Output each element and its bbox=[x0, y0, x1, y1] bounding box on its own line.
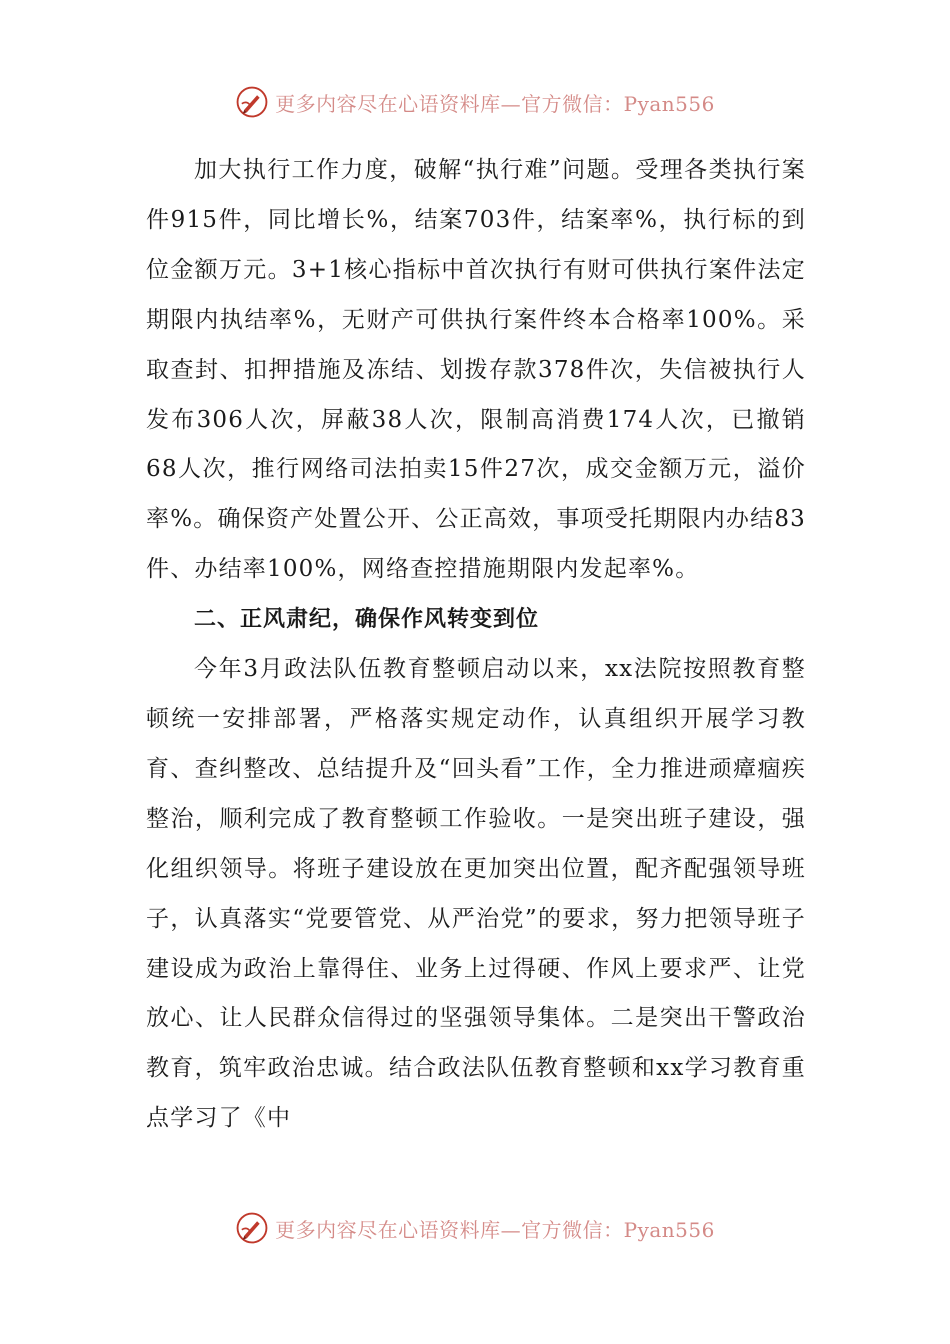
banner-text: 更多内容尽在心语资料库—官方微信：Pyan556 bbox=[275, 91, 715, 116]
banner-text: 更多内容尽在心语资料库—官方微信：Pyan556 bbox=[275, 1217, 715, 1242]
document-body bbox=[146, 146, 806, 1144]
footer-watermark-banner bbox=[0, 1208, 950, 1248]
body-paragraph: 今年3月政法队伍教育整顿启动以来，xx法院按照教育整顿统一安排部署，严格落实规定动作，认真组织开展学习教育、查纠整改、总结提升及“回头看”工作，全力推进顽瘴痼疾整治，顺利完成了教育整顿工作验收。一是突出班子建设，强化组织领导。将班子建设放在更加突出位置，配齐配强领导班子，认真落实“党要管党、从严治党”的要求，努力把领导班子建设成为政治上靠得住、业务上过得硬、作风上要求严、让党放心、让人民群众信得过的坚强领导集体。二是突出干警政治教育，筑牢政治忠诚。结合政法队伍教育整顿和xx学习教育重点学习了《中 bbox=[146, 656, 806, 1132]
pen-logo-icon bbox=[235, 1211, 269, 1245]
pen-logo-icon bbox=[235, 85, 269, 119]
banner-content bbox=[235, 85, 715, 119]
header-watermark-banner bbox=[0, 82, 950, 122]
banner-content bbox=[235, 1211, 715, 1245]
section-heading: 二、正风肃纪，确保作风转变到位 bbox=[194, 607, 540, 633]
body-paragraph: 加大执行工作力度，破解“执行难”问题。受理各类执行案件915件，同比增长%，结案703件，结案率%，执行标的到位金额万元。3+1核心指标中首次执行有财可供执行案件法定期限内执结率%，无财产可供执行案件终本合格率100%。采取查封、扣押措施及冻结、划拨存款378件次，失信被执行人发布306人次，屏蔽38人次，限制高消费174人次，已撤销68人次，推行网络司法拍卖15件27次，成交金额万元，溢价率%。确保资产处置公开、公正高效，事项受托期限内办结83件、办结率100%，网络查控措施期限内发起率%。 bbox=[146, 157, 806, 583]
